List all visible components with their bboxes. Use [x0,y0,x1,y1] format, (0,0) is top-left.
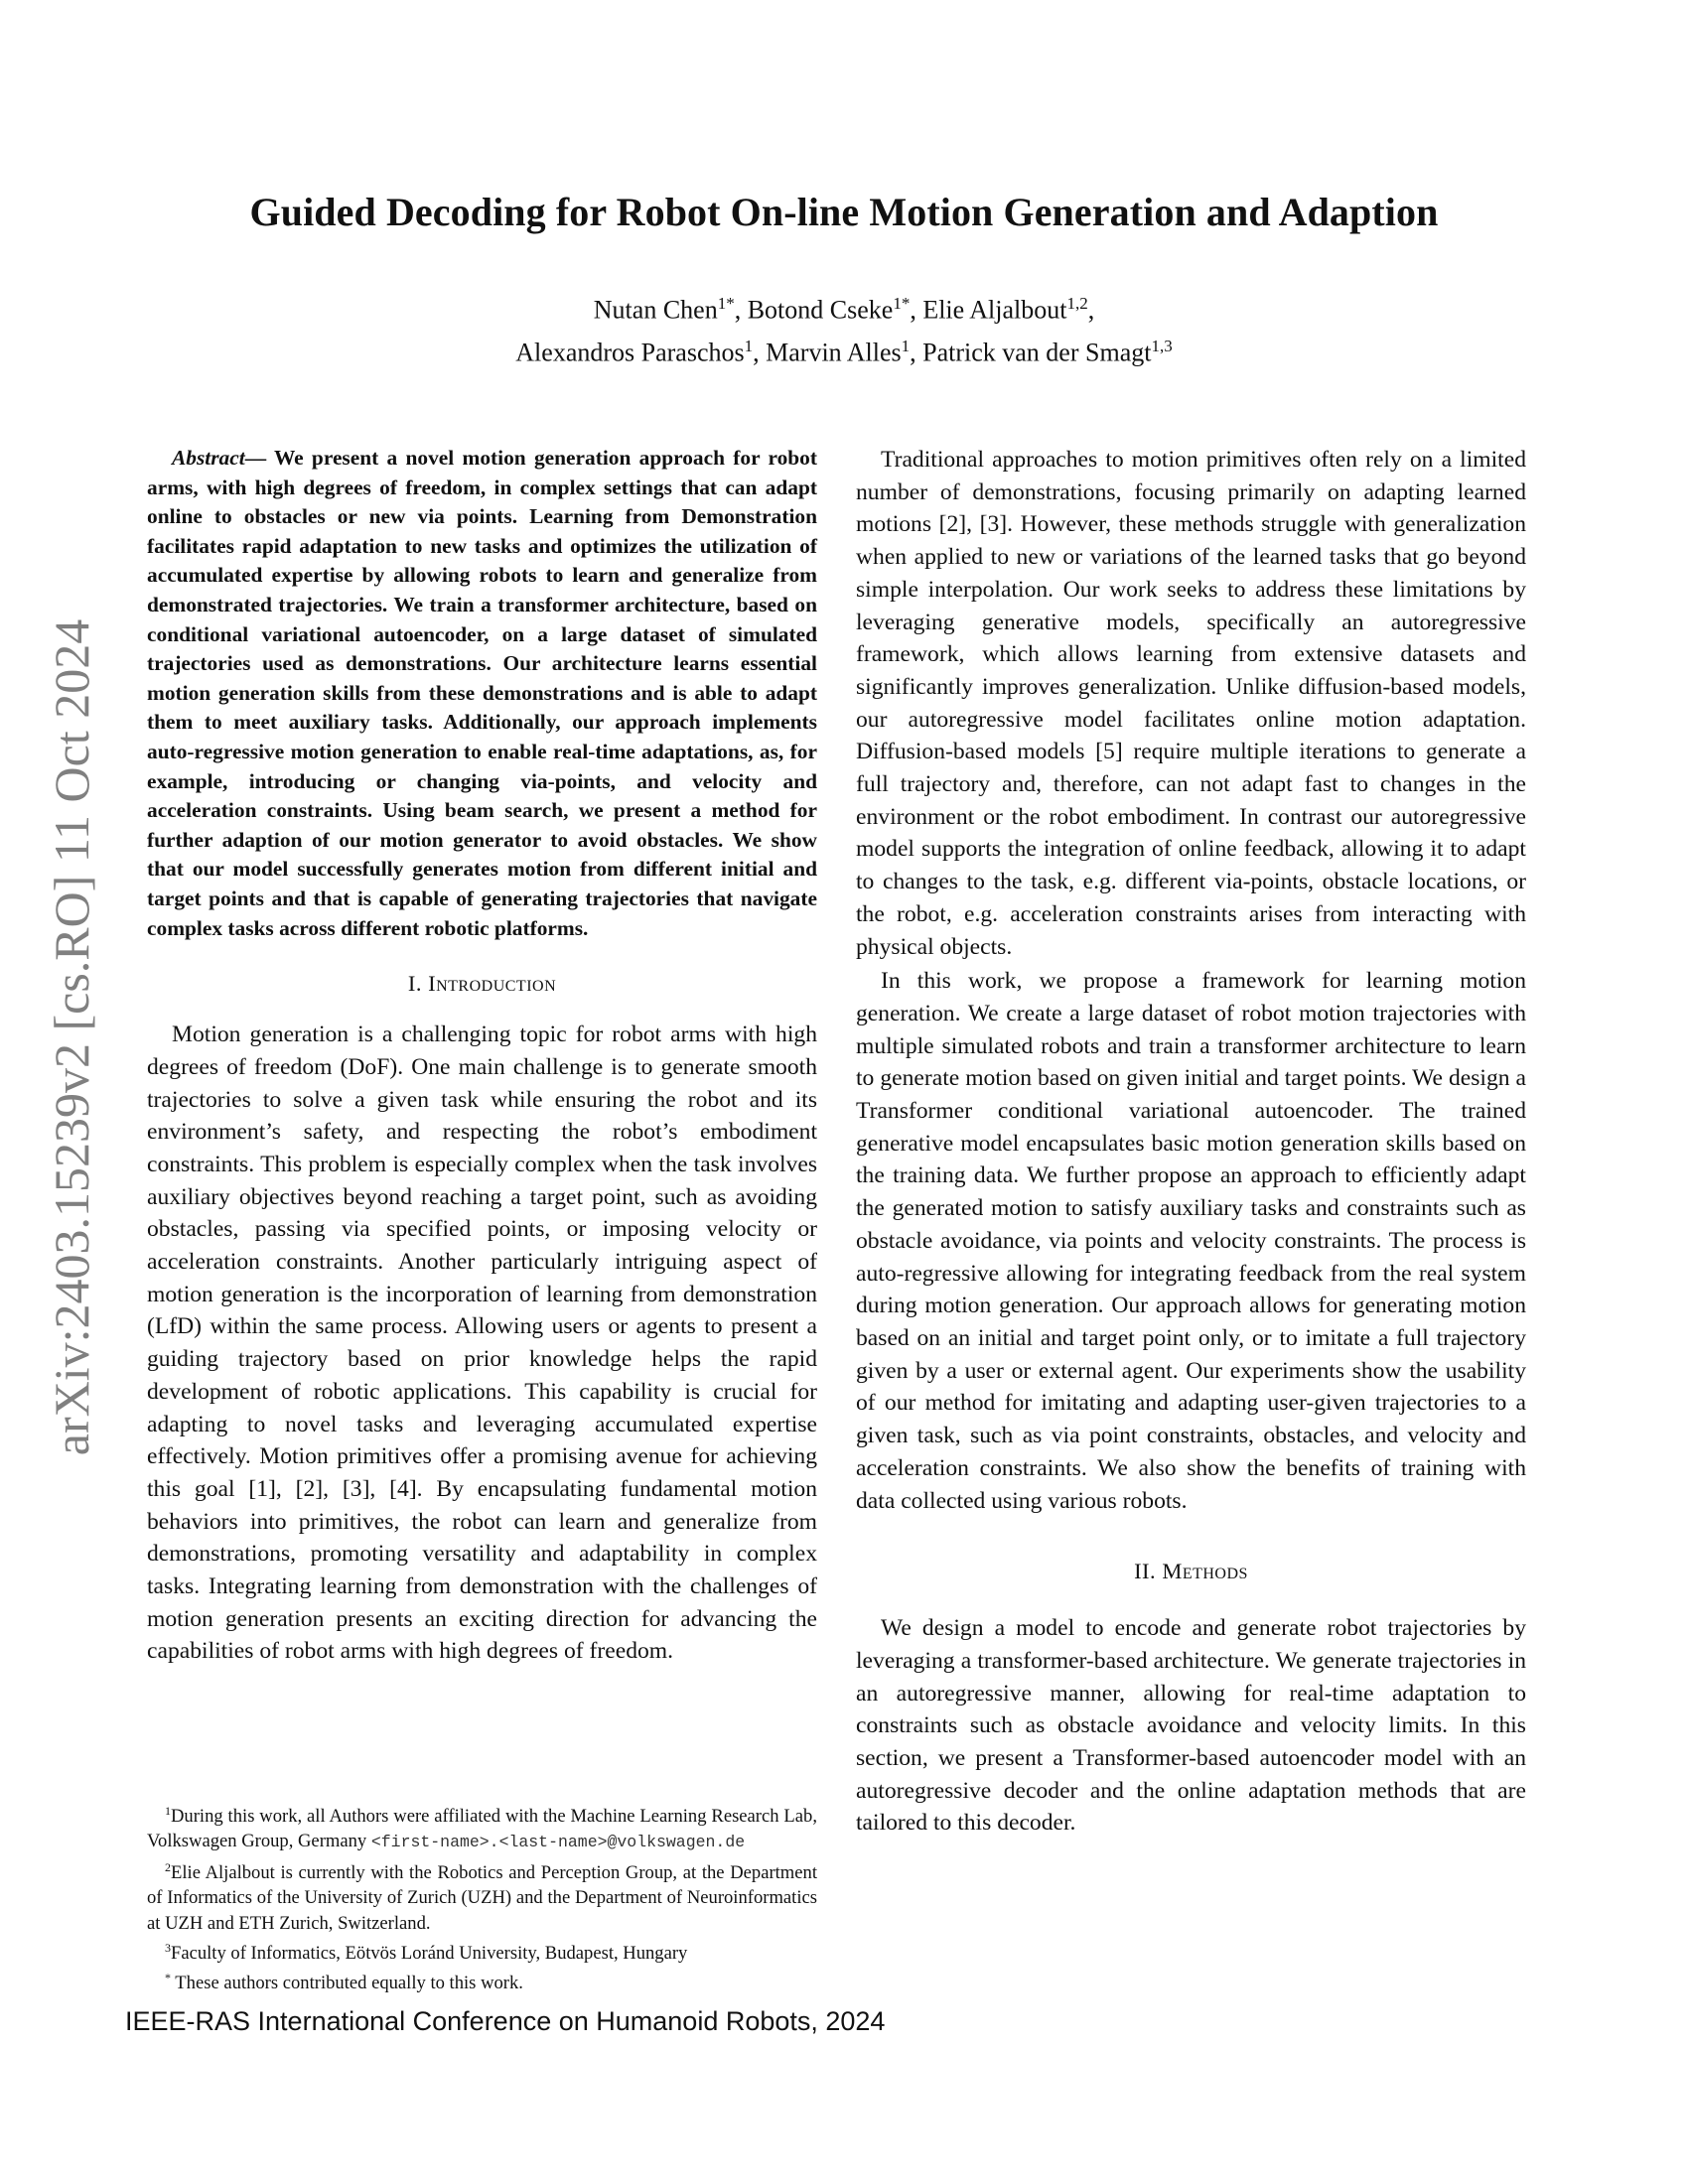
right-column [856,444,1526,1840]
footnote-text: During this work, all Authors were affiliated with the Machine Learning Research Lab, Volkswagen Group, Germany [147,1806,817,1852]
section-title: Methods [1162,1559,1248,1584]
separator: , [910,338,923,367]
footnotes [147,1799,817,1996]
arxiv-stamp: arXiv:2403.15239v2 [cs.RO] 11 Oct 2024 [44,618,99,1456]
paper-title: Guided Decoding for Robot On-line Motion Generation and Adaption [249,190,1439,234]
author-affiliation: 1 [744,336,754,355]
paragraph: Traditional approaches to motion primitives often rely on a limited number of demonstrations, focusing primarily on adapting learned motions [2], [3]. However, these methods struggle with generalization when applied to new or variations of the learned tasks that go beyond simple interpolation. Our work seeks to address these limitations by leveraging generative models, specifically an autoregressive framework, which allows learning from extensive datasets and significantly improves generalization. Unlike diffusion-based models, our autoregressive model facilitates online motion adaptation. Diffusion-based models [5] require multiple iterations to generate a full trajectory and, therefore, can not adapt fast to changes in the environment or the robot embodiment. In contrast our autoregressive model supports the integration of online feedback, allowing it to adapt to changes to the task, e.g. different via-points, obstacle locations, or the robot, e.g. acceleration constraints arises from interacting with physical objects. [856,447,1526,960]
footnote-text: Elie Aljalbout is currently with the Robotics and Perception Group, at the Department of Informatics of the University of Zurich (UZH) and the Department of Neuroinformatics at UZH and ETH Zurich, Switzerland. [147,1861,817,1934]
author-affiliation: 1 [901,336,911,355]
paragraph: We design a model to encode and generate robot trajectories by leveraging a transformer-based architecture. We generate trajectories in an autoregressive manner, allowing for real-time adaptation to constraints such as obstacle avoidance and velocity limits. In this section, we present a Transformer-based autoencoder model with an autoregressive decoder and the online adaptation methods that are tailored to this decoder. [856,1615,1526,1837]
footnote-mark: 2 [165,1859,171,1874]
email-address: <first-name>.<last-name>@volkswagen.de [370,1833,746,1852]
left-column [147,444,817,1668]
author: Botond Cseke [747,295,894,325]
footnote [147,1936,817,1966]
author-affiliation: 1,2 [1066,294,1088,313]
author: Nutan Chen [593,295,718,325]
footnote-mark: 1 [165,1804,171,1818]
separator: , [910,295,923,325]
footnote-mark: 3 [165,1940,171,1955]
section-heading-introduction [147,971,817,997]
conference-footer: IEEE-RAS International Conference on Humanoid Robots, 2024 [125,2006,886,2036]
footnote-text: These authors contributed equally to this work. [171,1973,523,1994]
author-line-2 [0,329,1688,371]
author: Alexandros Paraschos [515,338,745,367]
author-affiliation: 1* [893,294,911,313]
author-affiliation: 1* [717,294,735,313]
footnote-text: Faculty of Informatics, Eötvös Loránd University, Budapest, Hungary [171,1943,688,1965]
author: Elie Aljalbout [922,295,1067,325]
separator: , [1087,295,1095,325]
abstract-label: Abstract [172,446,245,470]
separator: , [753,338,767,367]
separator: , [734,295,748,325]
author-affiliation: 1,3 [1151,336,1173,355]
author-line-1 [0,286,1688,329]
author: Patrick van der Smagt [922,338,1152,367]
author: Marvin Alles [766,338,902,367]
section-number: II. [1134,1559,1163,1584]
paragraph: In this work, we propose a framework for learning motion generation. We create a large dataset of robot motion trajectories with multiple simulated robots and train a transformer architecture to learn to generate motion based on given initial and target points. We design a Transformer conditional variational autoencoder. The trained generative model encapsulates basic motion generation skills based on the training data. We further propose an approach to efficiently adapt the generated motion to satisfy auxiliary tasks and constraints such as obstacle avoidance, via points and velocity constraints. The process is auto-regressive allowing for integrating feedback from the real system during motion generation. Our approach allows for generating motion based on an initial and target point only, or to imitate a full trajectory given by a user or external agent. Our experiments show the usability of our method for imitating and adapting user-given trajectories to a given task, such as via point constraints, obstacles, and velocity and acceleration constraints. We also show the benefits of training with data collected using various robots. [856,968,1526,1514]
footnote-mark: * [165,1971,171,1985]
section-title: Introduction [428,971,557,997]
footnote [147,1799,817,1855]
section-heading-methods [856,1559,1526,1584]
author-list [0,286,1688,370]
paragraph: Motion generation is a challenging topic for robot arms with high degrees of freedom (DoF). One main challenge is to generate smooth trajectories to solve a given task while ensuring the robot and its environment’s safety, and respecting the robot’s embodiment constraints. This problem is especially complex when the task involves auxiliary objectives beyond reaching a target point, such as avoiding obstacles, passing via specified points, or imposing velocity or acceleration constraints. Another particularly intriguing aspect of motion generation is the incorporation of learning from demonstration (LfD) within the same process. Allowing users or agents to present a guiding trajectory based on prior knowledge helps the rapid development of robotic applications. This capability is crucial for adapting to novel tasks and leveraging accumulated expertise effectively. Motion primitives offer a promising avenue for achieving this goal [1], [2], [3], [4]. By encapsulating fundamental motion behaviors into primitives, the robot can learn and generalize from demonstrations, promoting versatility and adaptability in complex tasks. Integrating learning from demonstration with the challenges of motion generation presents an exciting direction for advancing the capabilities of robot arms with high degrees of freedom. [147,1022,817,1665]
footnote [147,1966,817,1995]
abstract-text: — We present a novel motion generation approach for robot arms, with high degrees of freedom, in complex settings that can adapt online to obstacles or new via points. Learning from Demonstration facilitates rapid adaptation to new tasks and optimizes the utilization of accumulated expertise by allowing robots to learn and generalize from demonstrated trajectories. We train a transformer architecture, based on conditional variational autoencoder, on a large dataset of simulated trajectories used as demonstrations. Our architecture learns essential motion generation skills from these demonstrations and is able to adapt them to meet auxiliary tasks. Additionally, our approach implements auto-regressive motion generation to enable real-time adaptations, as, for example, introducing or changing via-points, and velocity and acceleration constraints. Using beam search, we present a method for further adaption of our motion generator to avoid obstacles. We show that our model successfully generates motion from different initial and target points and that is capable of generating trajectories that navigate complex tasks across different robotic platforms. [147,446,817,940]
abstract [147,444,817,943]
section-number: I. [407,971,429,997]
footnote [147,1855,817,1936]
